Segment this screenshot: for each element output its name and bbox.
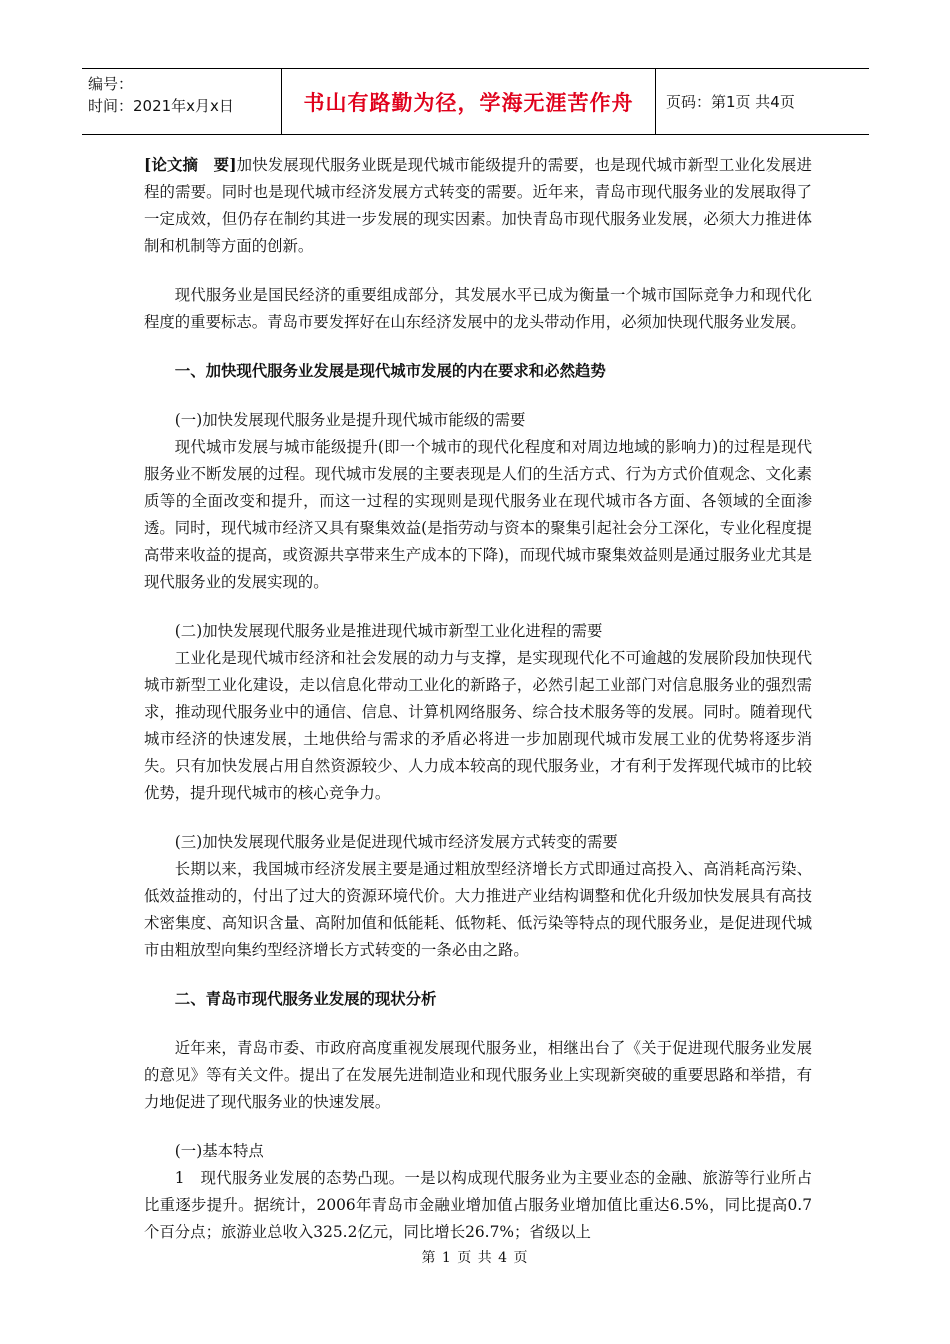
- section1-sub2-text: 工业化是现代城市经济和社会发展的动力与支撑，是实现现代化不可逾越的发展阶段加快现代城市新型工业化建设，走以信息化带动工业化的新路子，必然引起工业部门对信息服务业的强烈需求，推动现代服务业中的通信、信息、计算机网络服务、综合技术服务等的发展。同时。随着现代城市经济的快速发展，土地供给与需求的矛盾必将进一步加剧现代城市发展工业的优势将逐步消失。只有加快发展占用自然资源较少、人力成本较高的现代服务业，才有利于发挥现代城市的比较优势，提升现代城市的核心竞争力。: [144, 649, 812, 802]
- page-footer: 第 1 页 共 4 页: [421, 1250, 529, 1266]
- section1-heading: 一、加快现代服务业发展是现代城市发展的内在要求和必然趋势: [174, 362, 606, 380]
- header-meta: [82, 69, 282, 134]
- section1-sub2-title: (二)加快发展现代服务业是推进现代城市新型工业化进程的需要: [174, 622, 603, 640]
- section1-sub1-text: 现代城市发展与城市能级提升(即一个城市的现代化程度和对周边地域的影响力)的过程是现代服务业不断发展的过程。现代城市发展的主要表现是人们的生活方式、行为方式价值观念、文化素质等的全面改变和提升，而这一过程的实现则是现代服务业在现代城市各方面、各领域的全面渗透。同时，现代城市经济又具有聚集效益(是指劳动与资本的聚集引起社会分工深化，专业化程度提高带来收益的提高，或资源共享带来生产成本的下降)，而现代城市聚集效益则是通过服务业尤其是现代服务业的发展实现的。: [144, 438, 812, 591]
- section1-sub1-title: (一)加快发展现代服务业是提升现代城市能级的需要: [174, 411, 526, 429]
- abstract-paragraph: [144, 152, 812, 260]
- section2-heading: 二、青岛市现代服务业发展的现状分析: [174, 990, 437, 1008]
- header-page-info: 页码：第1页 共4页: [666, 93, 795, 111]
- document-number-label: 编号：: [88, 75, 134, 93]
- section1-sub3-text: 长期以来，我国城市经济发展主要是通过粗放型经济增长方式即通过高投入、高消耗高污染、低效益推动的，付出了过大的资源环境代价。大力推进产业结构调整和优化升级加快发展具有高技术密集度、高知识含量、高附加值和低能耗、低物耗、低污染等特点的现代服务业，是促进现代城市由粗放型向集约型经济增长方式转变的一条必由之路。: [144, 860, 812, 959]
- section2-sub1-title: (一)基本特点: [174, 1142, 264, 1160]
- abstract-label: [论文摘 要]: [144, 156, 237, 174]
- abstract-text: 加快发展现代服务业既是现代城市能级提升的需要，也是现代城市新型工业化发展进程的需要。同时也是现代城市经济发展方式转变的需要。近年来，青岛市现代服务业的发展取得了一定成效，但仍存在制约其进一步发展的现实因素。加快青岛市现代服务业发展，必须大力推进体制和机制等方面的创新。: [144, 156, 812, 255]
- section2-point1: 1 现代服务业发展的态势凸现。一是以构成现代服务业为主要业态的金融、旅游等行业所占比重逐步提升。据统计，2006年青岛市金融业增加值占服务业增加值比重达6.5%，同比提高0.7个百分点；旅游业总收入325.2亿元，同比增长26.7%；省级以上: [144, 1169, 812, 1241]
- intro-paragraph: 现代服务业是国民经济的重要组成部分，其发展水平已成为衡量一个城市国际竞争力和现代化程度的重要标志。青岛市要发挥好在山东经济发展中的龙头带动作用，必须加快现代服务业发展。: [144, 286, 812, 331]
- page-header: [82, 68, 869, 135]
- document-body: [144, 152, 812, 1246]
- document-time-label: 时间：2021年x月x日: [88, 97, 234, 115]
- section1-sub3-title: (三)加快发展现代服务业是促进现代城市经济发展方式转变的需要: [174, 833, 618, 851]
- section2-intro: 近年来，青岛市委、市政府高度重视发展现代服务业，相继出台了《关于促进现代服务业发展的意见》等有关文件。提出了在发展先进制造业和现代服务业上实现新突破的重要思路和举措，有力地促进了现代服务业的快速发展。: [144, 1039, 812, 1111]
- header-slogan: 书山有路勤为径，学海无涯苦作舟: [282, 69, 656, 134]
